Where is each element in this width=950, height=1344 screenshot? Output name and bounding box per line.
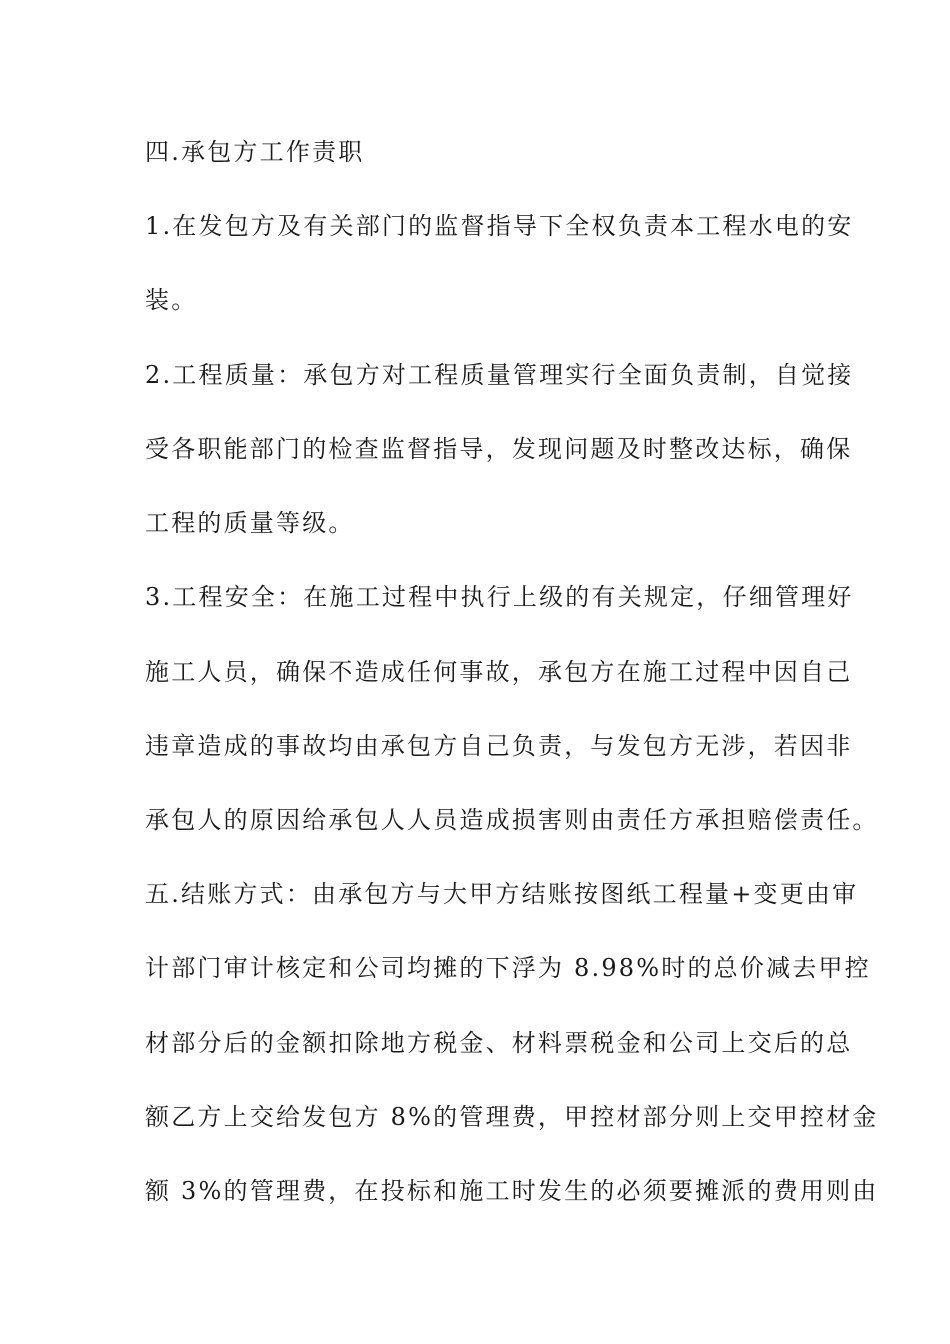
section-5-line-2: 计部门审计核定和公司均摊的下浮为 8.98%时的总价减去甲控 [145,954,871,982]
clause-1-line-1: 1.在发包方及有关部门的监督指导下全权负责本工程水电的安 [145,212,854,240]
section-5-line-4: 额乙方上交给发包方 8%的管理费，甲控材部分则上交甲控材金 [145,1103,879,1131]
clause-1-line-2: 装。 [145,286,198,314]
clause-3-line-4: 承包人的原因给承包人人员造成损害则由责任方承担赔偿责任。 [145,806,879,834]
section-5-line-3: 材部分后的金额扣除地方税金、材料票税金和公司上交后的总 [145,1029,853,1057]
section-5-line-5: 额 3%的管理费，在投标和施工时发生的必须要摊派的费用则由 [145,1177,879,1205]
clause-3-line-2: 施工人员，确保不造成任何事故，承包方在施工过程中因自己 [145,658,853,686]
clause-2-line-2: 受各职能部门的检查监督指导，发现问题及时整改达标，确保 [145,435,853,463]
clause-3-line-1: 3.工程安全：在施工过程中执行上级的有关规定，仔细管理好 [145,583,854,611]
section-5-line-1: 五.结账方式：由承包方与大甲方结账按图纸工程量+变更由审 [145,880,859,908]
clause-2-line-1: 2.工程质量：承包方对工程质量管理实行全面负责制，自觉接 [145,361,854,389]
section-heading-4: 四.承包方工作责职 [145,138,365,166]
clause-3-line-3: 违章造成的事故均由承包方自己负责，与发包方无涉，若因非 [145,732,853,760]
clause-2-line-3: 工程的质量等级。 [145,509,355,537]
